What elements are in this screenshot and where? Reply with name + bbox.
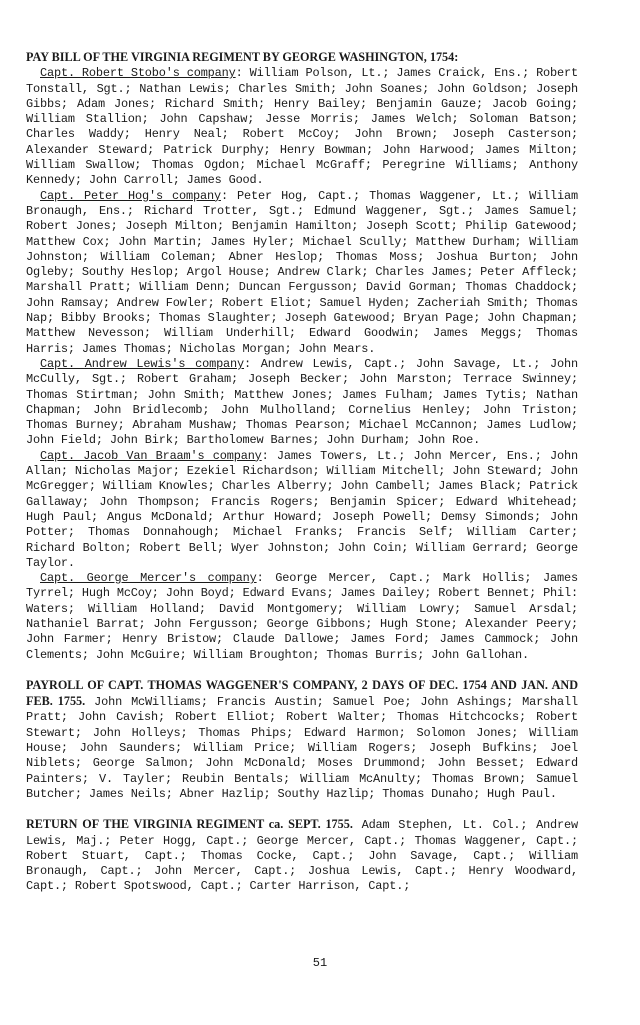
company-members: : Peter Hog, Capt.; Thomas Waggener, Lt.; William Bronaugh, Ens.; Richard Trotter, Sgt.; Edmund Waggener, Sgt.; James Samuel; Robert Jones; Joseph Milton; Benjamin Hamilton; Joseph Scott; Philip Gatewood; Matthew Cox; John Martin; James Hyler; Michael Scully; Matthew Durham; William Johnston; William Coleman; Abner Heslop; Thomas Moss; Joshua Burton; John Ogleby; Southy Heslop; Argol House; Andrew Clark; Charles James; Peter Affleck; Marshall Pratt; William Denn; Duncan Fergusson; David Gorman; Thomas Chaddock; John Ramsay; Andrew Fowler; Robert Eliot; Samuel Hyden; Zacheriah Smith; Thomas Nap; Bibby Brooks; Thomas Slaughter; Joseph Gatewood; Bryan Page; John Chapman; Matthew Nevesson; William Underhill; Edward Goodwin; James Meggs; Thomas Harris; James Thomas; Nicholas Morgan; John Mears. <box>26 188 579 356</box>
pay-bill-section <box>26 50 578 663</box>
company-name: Capt. George Mercer's company <box>40 571 257 586</box>
section-heading: PAY BILL OF THE VIRGINIA REGIMENT BY GEORGE WASHINGTON, 1754: <box>26 50 459 64</box>
section-heading: RETURN OF THE VIRGINIA REGIMENT ca. SEPT. 1755. <box>26 817 353 832</box>
payroll-paragraph <box>26 678 578 802</box>
company-members: : William Polson, Lt.; James Craick, Ens.; Robert Tonstall, Sgt.; Nathan Lewis; Charles Smith; John Soanes; John Goldson; Joseph Gibbs; Adam Jones; Richard Smith; Henry Bailey; Benjamin Gauze; Jacob Going; William Stallion; John Capshaw; Jesse Morris; James Welch; Soloman Batson; Charles Waddy; Henry Neal; Robert McCoy; John Brown; Joseph Casterson; Alexander Steward; Patrick Durphy; Henry Bowman; John Harwood; James Milton; William Swallow; Thomas Ogdon; Michael McGraff; Peregrine Williams; Anthony Kennedy; John Carroll; James Good. <box>26 66 578 188</box>
payroll-section <box>26 678 578 802</box>
return-paragraph <box>26 817 578 894</box>
company-paragraph-stobo <box>26 66 578 188</box>
company-name: Capt. Peter Hog's company <box>40 188 221 203</box>
company-members: : James Towers, Lt.; John Mercer, Ens.; John Allan; Nicholas Major; Ezekiel Richardson; William Mitchell; John Steward; John McGregger; William Knowles; Charles Alberry; John Cambell; James Black; Patrick Gallaway; John Thompson; Francis Rogers; Benjamin Spicer; Edward Whitehead; Hugh Paul; Angus McDonald; Arthur Howard; Joseph Powell; Demsy Simonds; John Potter; Thomas Donnahough; Michael Franks; Francis Self; William Carter; Richard Bolton; Robert Bell; Wyer Johnston; John Coin; William Gerrard; George Taylor. <box>26 448 578 570</box>
company-members: : George Mercer, Capt.; Mark Hollis; James Tyrrel; Hugh McCoy; John Boyd; Edward Evans; James Dailey; Robert Bennet; Phil: Waters; William Holland; David Montgomery; William Lowry; Samuel Arsdal; Nathaniel Barrat; John Fergusson; George Gibbons; Hugh Stone; Alexander Peery; John Farmer; Henry Bristow; Claude Dallowe; James Ford; James Cammock; John Clements; John McGuire; William Broughton; Thomas Burris; John Gallohan. <box>26 571 578 662</box>
company-name: Capt. Jacob Van Braam's company <box>40 448 262 463</box>
company-name: Capt. Robert Stobo's company <box>40 66 236 81</box>
company-name: Capt. Andrew Lewis's company <box>40 356 245 371</box>
company-paragraph-hog <box>26 189 578 357</box>
page-number: 51 <box>312 956 328 970</box>
company-members: : Andrew Lewis, Capt.; John Savage, Lt.; John McCully, Sgt.; Robert Graham; Joseph Becker; John Marston; Terrace Swinney; Thomas Stirtman; John Smith; Matthew Jones; James Fulham; James Tytis; Nathan Chapman; John Bridlecomb; John Mulholland; Cornelius Henley; John Triston; Thomas Burney; Abraham Mushaw; Thomas Pearson; Michael McCannon; James Ludlow; John Field; John Birk; Bartholomew Barnes; John Durham; John Roe. <box>26 356 578 448</box>
company-paragraph-mercer <box>26 571 578 663</box>
company-paragraph-lewis <box>26 357 578 449</box>
section-heading: PAYROLL OF CAPT. THOMAS WAGGENER'S COMPANY, 2 DAYS OF DEC. 1754 AND JAN. AND FEB. 1755. <box>26 677 578 709</box>
company-paragraph-van-braam <box>26 449 578 571</box>
return-section <box>26 817 578 894</box>
payroll-names: John McWilliams; Francis Austin; Samuel Poe; John Ashings; Marshall Pratt; John Cavish; Robert Elliot; Robert Walter; Thomas Hitchcocks; Robert Stewart; John Holleys; Thomas Phips; Edward Harmon; Solomon Jones; William House; John Saunders; William Price; William Rogers; Joseph Bufkins; Joel Niblets; George Salmon; John McDonald; Moses Drummond; John Besset; Edward Painters; V. Tayler; Reubin Bentals; William McAnulty; Thomas Brown; Samuel Butcher; James Neils; Abner Hazlip; Southy Hazlip; Thomas Dunaho; Hugh Paul. <box>26 695 578 801</box>
return-names: Adam Stephen, Lt. Col.; Andrew Lewis, Maj.; Peter Hogg, Capt.; George Mercer, Capt.; Thomas Waggener, Capt.; Robert Stuart, Capt.; Thomas Cocke, Capt.; John Savage, Capt.; William Bronaugh, Capt.; John Mercer, Capt.; Joshua Lewis, Capt.; Henry Woodward, Capt.; Robert Spotswood, Capt.; Carter Harrison, Capt.; <box>26 818 579 894</box>
